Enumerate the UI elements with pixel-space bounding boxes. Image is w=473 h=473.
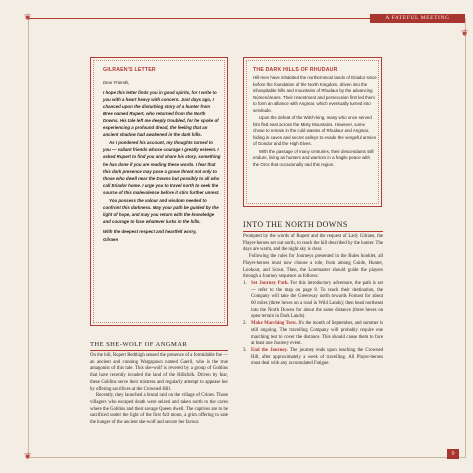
journey-step	[243, 321, 383, 348]
journey-step	[243, 348, 383, 368]
corner-ornament-icon: ❦	[461, 29, 469, 39]
letter-greeting: Dear Friends,	[103, 80, 130, 85]
rhudaur-box	[243, 57, 382, 207]
journey-step-number: 2.	[243, 321, 247, 327]
journey-step-text: For this introductory adventure, the path is set — refer to the map on page 8. To reach their destination, the Company will take the Greenway north towards Fornost for about 60 miles (three hexes on a road in Wild Lands); then head northeast into the North Downs for about the same distance (three hexes on open terrain in Dark Lands).	[251, 280, 384, 320]
journey-step	[243, 281, 383, 321]
north-downs-body	[243, 234, 383, 368]
letter-signature: Gilraen	[103, 236, 119, 242]
letter-body	[103, 79, 221, 244]
rhudaur-paragraph: With the passage of many centuries, their descendants still endure, living as hunters and warriors in a fragile peace with the Orcs that occasionally raid this region.	[253, 148, 374, 167]
journey-step-number: 1.	[243, 280, 247, 286]
journey-step-label: End the Journey.	[251, 347, 288, 353]
north-downs-paragraph: Prompted by the words of Rupert and the request of Lady Gilraen, the Player-heroes set out north, to reach the hill described by the hunter. The days are warm, and the night sky is clear.	[243, 234, 383, 253]
journey-step-text: The journey ends upon reaching the Crowned Hill, after approximately a week of travelling. All Player-heroes must deal with any accumulated Fatigue.	[251, 347, 383, 367]
corner-ornament-icon: ❦	[24, 452, 32, 462]
she-wolf-heading: THE SHE-WOLF OF ANGMAR	[90, 341, 188, 348]
she-wolf-rule	[90, 350, 228, 351]
journey-step-label: Set Journey Path.	[251, 280, 289, 286]
letter-box	[90, 57, 228, 326]
journey-step-text: It's the month of September, and summer is still ongoing. The travelling Company will probably require one marching test to cover the distance. This should cause them to face at least one Journey event.	[251, 321, 383, 347]
letter-title: GILRAEN'S LETTER	[103, 67, 156, 73]
rhudaur-body	[253, 75, 377, 169]
journey-step-label: Make Marching Tests.	[251, 321, 297, 327]
right-border	[465, 18, 466, 458]
north-downs-paragraph: Following the rules for Journeys presented in the Rules booklet, all Player-heroes must now choose a role, from among Guide, Hunter, Lookout, and Scout. Then, the Loremaster should guide the players through a Journey sequence as follows:	[243, 254, 383, 280]
rhudaur-paragraph: Hill-men have inhabited the northernmost lands of Eriador since before the foundation of the North Kingdom, driven into the inhospitable hills and mountains of Rhudaur by the advancing Númenóreans. Their resentment and persecution first led them to form an alliance with Angmar, which eventually turned into servitude.	[253, 75, 377, 113]
page-number: 9	[447, 449, 459, 459]
letter-closing: With the deepest respect and heartfelt worry,	[103, 228, 197, 234]
rhudaur-title: THE DARK HILLS OF RHUDAUR	[253, 67, 338, 73]
north-downs-rule	[243, 231, 383, 232]
she-wolf-paragraph: Recently, they launched a brutal raid on the village of Crines. Those villagers who escaped death were seized and taken north to the caves where the Goblins and their savage Queen dwell. The captives are to be sacrificed under the light of the first full moon, a grim offering to sate the hunger of the ancient she-wolf and secure her favour.	[90, 393, 228, 426]
bottom-border	[28, 457, 465, 458]
north-downs-heading: INTO THE NORTH DOWNS	[243, 220, 348, 229]
letter-paragraph: You possess the valour and wisdom needed to confront this darkness. May your path be guided by the light of hope, and may you return with the knowledge and courage to face whatever lurks in the hills.	[103, 197, 219, 224]
she-wolf-paragraph: On the hill, Rupert Redthigh sensed the presence of a formidable foe — an ancient and cunning Wargspawn named Gaeril, who is the true antagonist of this tale. This she-wolf is revered by a group of Goblins that have recently invaded the land of the Hillsfolk. Driven by fear, these Goblins serve their mistress and regularly attempt to appease her by offering sacrifices at the Crowned Hill.	[90, 353, 228, 392]
rhudaur-paragraph: Upon the defeat of the Witch-king, many who once served him fled east across the Misty Mountains. However, some chose to remain in the cold wastes of Rhudaur and Angmar, hiding in caves and secret valleys to evade the vengeful armies of Gondor and the High Elves.	[253, 115, 377, 146]
left-border	[28, 18, 29, 458]
letter-paragraph: I hope this letter finds you in good spirits, for I write to you with a heart heavy with concern. Just days ago, I chanced upon the disturbing story of a hunter from Bree named Rupert, who returned from the North Downs. His tale left me deeply troubled, for he spoke of experiencing a profound dread, the feeling that an ancient shadow had awakened in the dark hills.	[103, 90, 219, 138]
she-wolf-body	[90, 353, 228, 427]
chapter-tab: A FATEFUL MEETING	[370, 14, 465, 23]
letter-paragraph: As I pondered his account, my thoughts turned to you — valiant friends whose courage I greatly esteem. I asked Rupert to find you and share his story, something he has done if you are reading these words. I fear that this dark presence may pose a grave threat not only to those who dwell near the Downs but possibly to all who call Eriador home. I urge you to travel north to seek the source of this malevolence before it stirs further unrest.	[103, 140, 221, 195]
journey-step-number: 3.	[243, 347, 247, 353]
corner-ornament-icon: ❦	[24, 13, 32, 23]
